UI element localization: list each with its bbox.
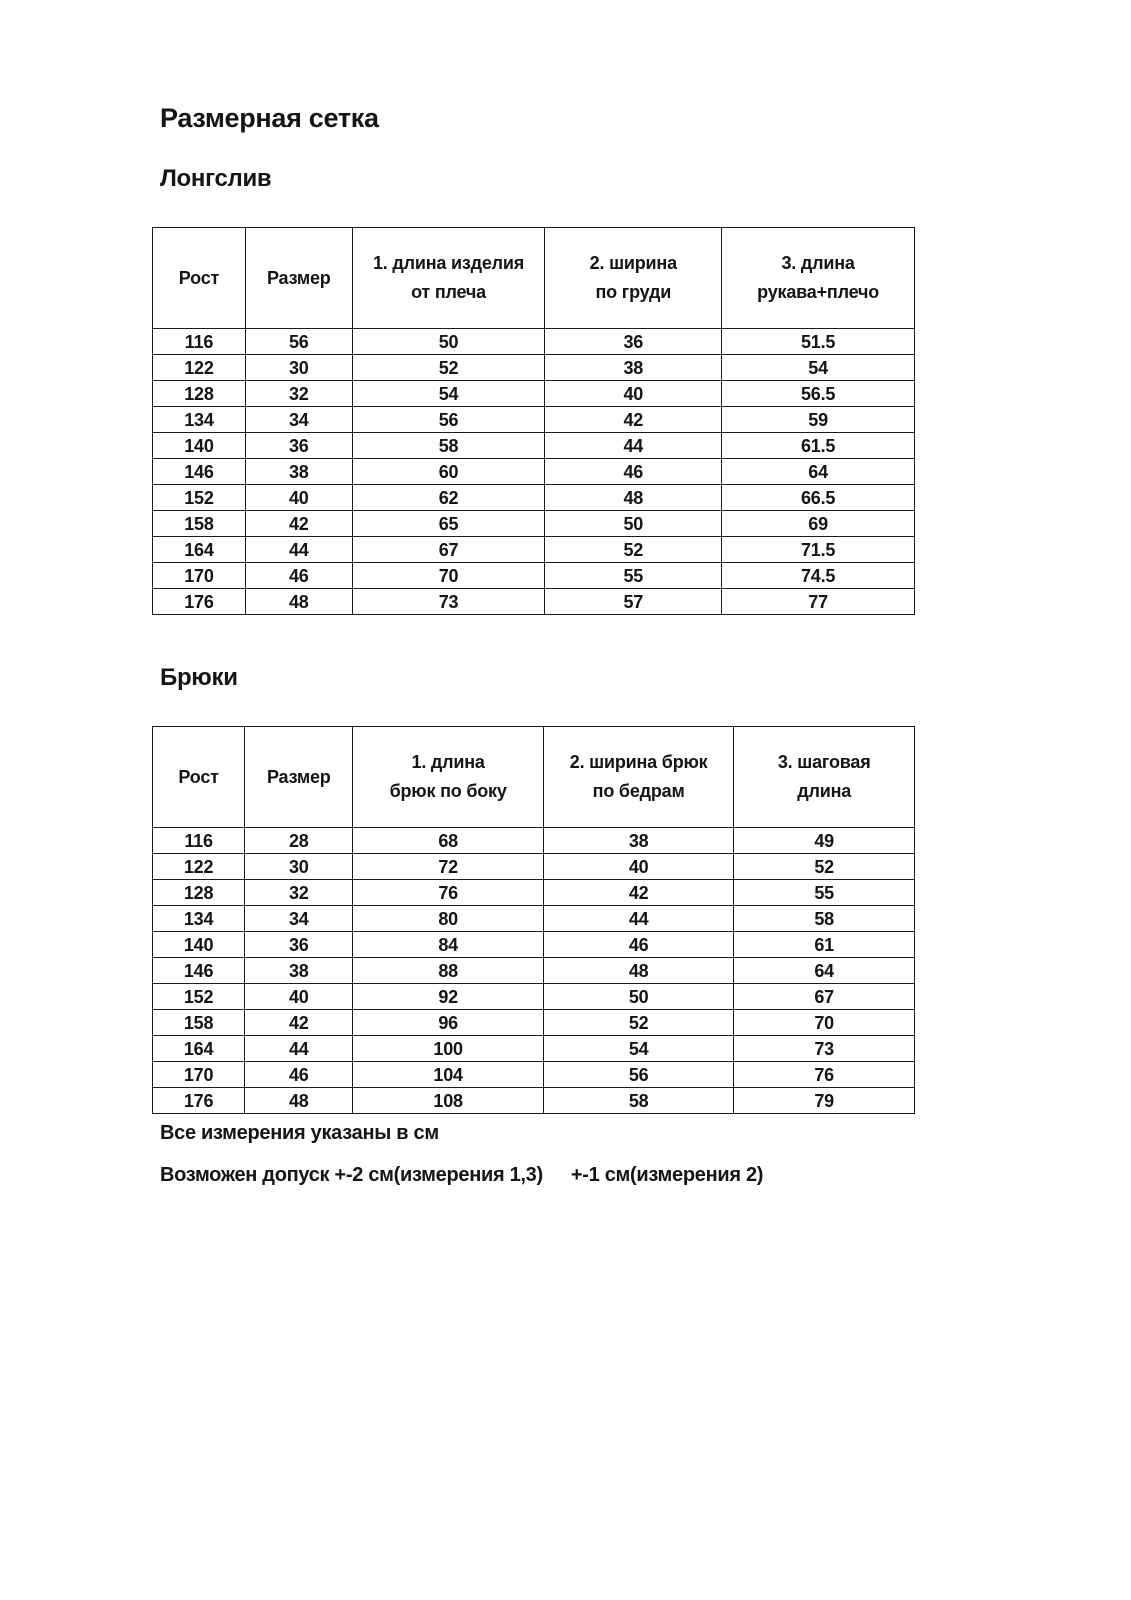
table-cell: 40	[245, 485, 352, 511]
table-row	[153, 511, 915, 537]
table-cell: 176	[153, 589, 246, 615]
header-line: Размер	[266, 766, 331, 787]
table-cell: 64	[734, 958, 915, 984]
note-tolerance	[160, 1164, 763, 1187]
table-cell: 62	[352, 485, 545, 511]
table-cell: 44	[245, 1036, 353, 1062]
table-cell: 46	[245, 563, 352, 589]
table-cell: 128	[153, 381, 246, 407]
table-cell: 30	[245, 355, 352, 381]
table-row	[153, 407, 915, 433]
column-header	[153, 228, 246, 329]
table-row	[153, 984, 915, 1010]
column-header	[353, 727, 544, 828]
table-row	[153, 932, 915, 958]
table-cell: 71.5	[722, 537, 915, 563]
column-header	[352, 228, 545, 329]
table-cell: 48	[245, 589, 352, 615]
table-cell: 56	[543, 1062, 734, 1088]
note-units: Все измерения указаны в см	[160, 1122, 439, 1144]
table-row	[153, 1062, 915, 1088]
table-cell: 80	[353, 906, 544, 932]
table-row	[153, 589, 915, 615]
table-cell: 158	[153, 511, 246, 537]
table-row	[153, 828, 915, 854]
table-cell: 34	[245, 906, 353, 932]
table-row	[153, 563, 915, 589]
table-row	[153, 355, 915, 381]
table-row	[153, 329, 915, 355]
table-cell: 36	[545, 329, 722, 355]
table-cell: 48	[245, 1088, 353, 1114]
header-line: длина	[797, 781, 852, 801]
table-cell: 28	[245, 828, 353, 854]
table-cell: 152	[153, 485, 246, 511]
table-cell: 34	[245, 407, 352, 433]
table-cell: 72	[353, 854, 544, 880]
table-cell: 38	[545, 355, 722, 381]
page-title: Размерная сетка	[160, 103, 379, 133]
table-cell: 60	[352, 459, 545, 485]
table-cell: 140	[153, 932, 245, 958]
table-cell: 70	[734, 1010, 915, 1036]
table-cell: 52	[734, 854, 915, 880]
table-cell: 73	[352, 589, 545, 615]
table-cell: 67	[352, 537, 545, 563]
table-cell: 96	[353, 1010, 544, 1036]
header-line: рукава+плечо	[757, 282, 879, 302]
table-cell: 122	[153, 355, 246, 381]
table-cell: 46	[545, 459, 722, 485]
table-cell: 42	[245, 511, 352, 537]
table-cell: 32	[245, 880, 353, 906]
table-row	[153, 906, 915, 932]
table-cell: 52	[543, 1010, 734, 1036]
table-cell: 50	[352, 329, 545, 355]
table-cell: 42	[543, 880, 734, 906]
table-cell: 61.5	[722, 433, 915, 459]
table-cell: 54	[352, 381, 545, 407]
table-cell: 176	[153, 1088, 245, 1114]
table-cell: 108	[353, 1088, 544, 1114]
table-row	[153, 433, 915, 459]
table-cell: 116	[153, 329, 246, 355]
table-cell: 38	[245, 958, 353, 984]
table-cell: 134	[153, 407, 246, 433]
table-cell: 67	[734, 984, 915, 1010]
table-cell: 170	[153, 1062, 245, 1088]
column-header	[153, 727, 245, 828]
header-line: 3. шаговая	[777, 752, 871, 772]
table-cell: 158	[153, 1010, 245, 1036]
header-line: по бедрам	[592, 781, 685, 801]
table-row	[153, 381, 915, 407]
table-cell: 42	[245, 1010, 353, 1036]
table-cell: 140	[153, 433, 246, 459]
table-cell: 68	[353, 828, 544, 854]
column-header	[245, 727, 353, 828]
table-row	[153, 1088, 915, 1114]
header-line: Рост	[178, 766, 219, 787]
table-cell: 56	[352, 407, 545, 433]
table-cell: 49	[734, 828, 915, 854]
header-line: 1. длина	[411, 752, 485, 772]
table-cell: 46	[245, 1062, 353, 1088]
tolerance-measurements-2: +-1 см(измерения 2)	[570, 1164, 764, 1186]
section-title-longsleeve: Лонгслив	[160, 165, 272, 192]
table-cell: 55	[734, 880, 915, 906]
table-row	[153, 485, 915, 511]
table-cell: 66.5	[722, 485, 915, 511]
table-cell: 116	[153, 828, 245, 854]
header-line: 3. длина	[781, 253, 855, 273]
table-cell: 128	[153, 880, 245, 906]
table-cell: 84	[353, 932, 544, 958]
header-line: брюк по боку	[389, 781, 507, 801]
header-line: 1. длина изделия	[372, 253, 525, 273]
pants-size-table	[152, 726, 915, 1114]
table-cell: 79	[734, 1088, 915, 1114]
table-cell: 36	[245, 932, 353, 958]
header-line: по груди	[595, 282, 672, 302]
column-header	[734, 727, 915, 828]
table-cell: 100	[353, 1036, 544, 1062]
table-cell: 164	[153, 537, 246, 563]
table-cell: 48	[543, 958, 734, 984]
table-cell: 48	[545, 485, 722, 511]
table-cell: 40	[543, 854, 734, 880]
table-cell: 42	[545, 407, 722, 433]
tolerance-measurements-1-3: Возможен допуск +-2 см(измерения 1,3)	[160, 1164, 543, 1186]
table-row	[153, 1010, 915, 1036]
table-cell: 59	[722, 407, 915, 433]
table-cell: 58	[734, 906, 915, 932]
table-cell: 76	[353, 880, 544, 906]
column-header	[722, 228, 915, 329]
header-line: 2. ширина брюк	[569, 752, 708, 772]
table-cell: 134	[153, 906, 245, 932]
table-row	[153, 880, 915, 906]
table-cell: 36	[245, 433, 352, 459]
table-cell: 64	[722, 459, 915, 485]
table-cell: 77	[722, 589, 915, 615]
table-row	[153, 1036, 915, 1062]
table-cell: 164	[153, 1036, 245, 1062]
table-cell: 52	[352, 355, 545, 381]
table-cell: 76	[734, 1062, 915, 1088]
table-cell: 56	[245, 329, 352, 355]
table-cell: 44	[245, 537, 352, 563]
table-cell: 38	[245, 459, 352, 485]
table-cell: 40	[245, 984, 353, 1010]
table-cell: 51.5	[722, 329, 915, 355]
table-cell: 55	[545, 563, 722, 589]
table-row	[153, 537, 915, 563]
table-row	[153, 958, 915, 984]
table-cell: 146	[153, 459, 246, 485]
table-cell: 44	[543, 906, 734, 932]
table-cell: 152	[153, 984, 245, 1010]
table-cell: 73	[734, 1036, 915, 1062]
column-header	[545, 228, 722, 329]
table-cell: 74.5	[722, 563, 915, 589]
table-cell: 40	[545, 381, 722, 407]
table-cell: 54	[722, 355, 915, 381]
table-cell: 54	[543, 1036, 734, 1062]
table-cell: 32	[245, 381, 352, 407]
table-cell: 58	[543, 1088, 734, 1114]
table-cell: 146	[153, 958, 245, 984]
table-cell: 46	[543, 932, 734, 958]
table-row	[153, 459, 915, 485]
table-cell: 50	[545, 511, 722, 537]
header-line: 2. ширина	[589, 253, 677, 273]
table-cell: 70	[352, 563, 545, 589]
table-cell: 50	[543, 984, 734, 1010]
table-cell: 56.5	[722, 381, 915, 407]
column-header	[245, 228, 352, 329]
table-cell: 88	[353, 958, 544, 984]
table-cell: 38	[543, 828, 734, 854]
table-cell: 58	[352, 433, 545, 459]
table-cell: 69	[722, 511, 915, 537]
header-line: Рост	[178, 267, 220, 288]
table-cell: 61	[734, 932, 915, 958]
table-cell: 30	[245, 854, 353, 880]
table-cell: 122	[153, 854, 245, 880]
longsleeve-size-table	[152, 227, 915, 615]
table-cell: 104	[353, 1062, 544, 1088]
table-row	[153, 854, 915, 880]
header-line: от плеча	[411, 282, 486, 302]
header-row	[153, 228, 915, 329]
header-row	[153, 727, 915, 828]
column-header	[543, 727, 734, 828]
table-cell: 170	[153, 563, 246, 589]
table-cell: 57	[545, 589, 722, 615]
table-cell: 65	[352, 511, 545, 537]
header-line: Размер	[266, 267, 331, 288]
table-cell: 92	[353, 984, 544, 1010]
section-title-pants: Брюки	[160, 664, 238, 691]
table-cell: 52	[545, 537, 722, 563]
table-cell: 44	[545, 433, 722, 459]
